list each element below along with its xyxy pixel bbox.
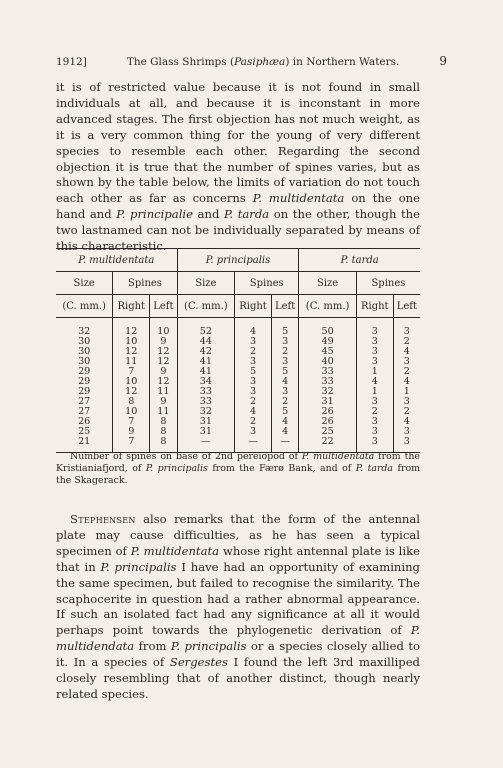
table-cell: 7: [113, 417, 150, 427]
table-cell: 29: [78, 376, 91, 387]
table-cell: 50: [299, 318, 356, 338]
table-cell: 2: [235, 417, 272, 427]
table-cell: 3: [393, 318, 420, 338]
table-cell: 3: [356, 337, 393, 347]
table-cell: 11: [150, 407, 177, 417]
table-cell: 8: [150, 417, 177, 427]
paragraph-2: Stephensen also remarks that the form of the antennal plate may cause difficulties, as he has seen a typical specimen of P. multidentata whose right antennal plate is like that in P. principalis I have had an opportunity of examining the same specimen, but failed to recognise the similarity. The scaphocerite in question had a rather abnormal appearance. If such an isolated fact had any significance at all it would perhaps point towards the phylogenetic derivation of P. multidendata from P. principalis or a species closely allied to it. In a species of Sergestes I found the left 3rd maxilliped closely resembling that of another distinct, though nearly related species.: [56, 512, 420, 701]
table-row: [56, 427, 420, 437]
col-spines: Spines: [235, 272, 299, 295]
table-cell: 29: [78, 366, 91, 377]
table-row: [56, 397, 420, 407]
table-cell: 22: [299, 437, 356, 453]
table-cell: 10: [113, 407, 150, 417]
table-cell: 25: [299, 427, 356, 437]
table-row: [56, 407, 420, 417]
table-cell: 12: [113, 347, 150, 357]
table-cell: 3: [271, 337, 298, 347]
table-cell: 3: [393, 427, 420, 437]
table-cell: 40: [299, 357, 356, 367]
table-cell: 31: [177, 417, 234, 427]
table-cell: 5: [271, 318, 298, 338]
table-cell: 1: [393, 387, 420, 397]
table-cell: 26: [299, 417, 356, 427]
table-cell: 49: [299, 337, 356, 347]
table-cell: 25: [78, 426, 91, 437]
table-cell: 3: [356, 427, 393, 437]
table-cell: 10: [113, 337, 150, 347]
col-spines: Spines: [113, 272, 177, 295]
table-cell: 3: [393, 437, 420, 453]
col-left: Left: [393, 295, 420, 318]
table-cell: 30: [78, 356, 91, 367]
col-unit: (C. mm.): [177, 295, 234, 318]
table-cell: 3: [235, 377, 272, 387]
table-row: [56, 377, 420, 387]
table-cell: 3: [271, 387, 298, 397]
table-cell: 9: [150, 337, 177, 347]
table-cell: 3: [393, 397, 420, 407]
table-cell: 4: [356, 377, 393, 387]
table-row: [56, 318, 420, 338]
table-cell: 4: [271, 417, 298, 427]
table-row: [56, 417, 420, 427]
table-cell: 26: [299, 407, 356, 417]
table-cell: 3: [235, 427, 272, 437]
table-cell: 9: [113, 427, 150, 437]
table-cell: 12: [150, 357, 177, 367]
table-cell: 33: [177, 397, 234, 407]
table-row: [56, 347, 420, 357]
col-right: Right: [113, 295, 150, 318]
paragraph-1: it is of restricted value because it is not found in small individuals at all, and because it is inconstant in more advanced stages. The first objection has not much weight, as it is a very common thing for the young of very different species to resemble each other. Regarding the second objection it is true that the number of spines varies, but as shown by the table below, the limits of variation do not touch each other as far as concerns P. multidentata on the one hand and P. principalie and P. tarda on the other, though the two lastnamed can not be individually separated by means of this characteristic.: [56, 80, 420, 254]
table-cell: 3: [356, 357, 393, 367]
table-cell: 9: [150, 367, 177, 377]
page-number: 9: [439, 54, 447, 68]
table-cell: 32: [299, 387, 356, 397]
table-cell: 9: [150, 397, 177, 407]
table-caption: Number of spines on base of 2nd pereiopod of P. multidentata from the Kristianiafjord, of P. principalis from the Færø Bank, and of P. tarda from the Skagerack.: [56, 451, 420, 486]
table-cell: 10: [150, 318, 177, 338]
table-cell: 30: [78, 346, 91, 357]
table-cell: 5: [271, 367, 298, 377]
table-cell: 3: [356, 437, 393, 453]
table-cell: 2: [356, 407, 393, 417]
table-cell: 3: [271, 357, 298, 367]
table-cell: 31: [299, 397, 356, 407]
table-cell: 4: [271, 377, 298, 387]
table-cell: 3: [235, 357, 272, 367]
table-cell: 4: [393, 377, 420, 387]
table-cell: 8: [113, 397, 150, 407]
table-cell: 3: [356, 347, 393, 357]
table-cell: 41: [177, 367, 234, 377]
table-cell: 2: [271, 397, 298, 407]
table-cell: 3: [235, 337, 272, 347]
table-cell: 45: [299, 347, 356, 357]
table-cell: 33: [299, 367, 356, 377]
table-cell: 7: [113, 367, 150, 377]
table-row: [56, 357, 420, 367]
table-cell: 7: [113, 437, 150, 453]
table-row: [56, 387, 420, 397]
col-unit: (C. mm.): [299, 295, 356, 318]
table-cell: 34: [177, 377, 234, 387]
header-year: 1912]: [56, 56, 87, 68]
species-header-principalis: P. principalis: [177, 249, 299, 272]
col-right: Right: [235, 295, 272, 318]
author-name: Stephensen: [70, 512, 136, 526]
table-cell: 2: [235, 347, 272, 357]
table-cell: 8: [150, 427, 177, 437]
table-row: [56, 337, 420, 347]
table-cell: —: [177, 437, 234, 453]
table-cell: 4: [393, 347, 420, 357]
table-cell: 3: [356, 417, 393, 427]
spines-table: [56, 248, 420, 453]
table-cell: 8: [150, 437, 177, 453]
table-cell: 4: [393, 417, 420, 427]
table-row: [56, 367, 420, 377]
table-cell: —: [271, 437, 298, 453]
table-cell: 2: [271, 347, 298, 357]
table-cell: 4: [271, 427, 298, 437]
table-cell: 3: [235, 387, 272, 397]
table-cell: 10: [113, 377, 150, 387]
table-cell: 12: [113, 318, 150, 338]
table-cell: 5: [235, 367, 272, 377]
table-cell: 4: [235, 318, 272, 338]
table-cell: 21: [56, 437, 113, 453]
table-cell: 33: [299, 377, 356, 387]
table-cell: 2: [235, 397, 272, 407]
table-cell: 27: [78, 406, 91, 417]
table-cell: 32: [177, 407, 234, 417]
table-cell: 3: [356, 318, 393, 338]
table-cell: 32: [78, 326, 91, 337]
running-header: [56, 54, 447, 68]
table-cell: 12: [150, 347, 177, 357]
table-cell: 4: [235, 407, 272, 417]
col-right: Right: [356, 295, 393, 318]
col-size: Size: [299, 272, 356, 295]
col-left: Left: [150, 295, 177, 318]
col-left: Left: [271, 295, 298, 318]
table-body: [56, 318, 420, 453]
table-cell: 44: [177, 337, 234, 347]
table-cell: —: [235, 437, 272, 453]
table-cell: 26: [78, 416, 91, 427]
table-cell: 5: [271, 407, 298, 417]
table-cell: 12: [150, 377, 177, 387]
table-cell: 11: [113, 357, 150, 367]
species-header-multidentata: P. multidentata: [56, 249, 177, 272]
col-spines: Spines: [356, 272, 420, 295]
table-cell: 2: [393, 407, 420, 417]
col-size: Size: [177, 272, 234, 295]
col-unit: (C. mm.): [56, 295, 113, 318]
table-cell: 2: [393, 337, 420, 347]
table-cell: 3: [393, 357, 420, 367]
table-cell: 30: [78, 336, 91, 347]
table-cell: 1: [356, 387, 393, 397]
header-title: The Glass Shrimps (Pasiphæa) in Northern Waters.: [126, 56, 400, 68]
table-cell: 27: [78, 396, 91, 407]
table-cell: 33: [177, 387, 234, 397]
table-cell: 12: [113, 387, 150, 397]
table-cell: 31: [177, 427, 234, 437]
species-header-tarda: P. tarda: [299, 249, 420, 272]
table-cell: 3: [356, 397, 393, 407]
col-size: Size: [56, 272, 113, 295]
table-cell: 52: [177, 318, 234, 338]
table-cell: 29: [78, 386, 91, 397]
table-cell: 41: [177, 357, 234, 367]
table-cell: 2: [393, 367, 420, 377]
table-cell: 1: [356, 367, 393, 377]
table-cell: 42: [177, 347, 234, 357]
table-cell: 11: [150, 387, 177, 397]
